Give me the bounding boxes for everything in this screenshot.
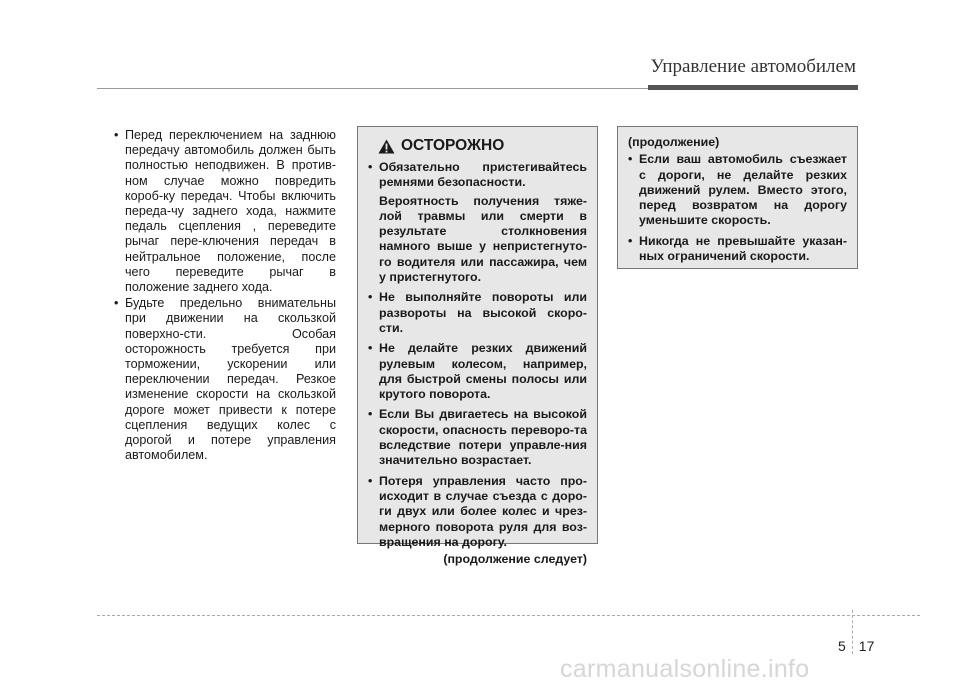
warning-heading — [378, 137, 587, 155]
warning-bullet-1: • Обязательно пристегивайтесь ремнями безопасности. — [368, 160, 587, 191]
warning-triangle-icon — [378, 139, 395, 154]
page-number-separator — [852, 610, 853, 654]
section-number: 5 — [838, 638, 846, 654]
left-column — [114, 128, 336, 464]
warning-bullet-5: • Потеря управления часто про-исходит в случае съезда с доро-ги двух или более колес и чрез-мерного поворота руля для воз-вращения на дорогу. — [368, 474, 587, 550]
warning-continued-note: (продолжение следует) — [443, 552, 587, 567]
header-accent-bar — [648, 85, 858, 90]
warning-bullet-2: • Не выполняйте повороты или развороты на высокой скоро-сти. — [368, 290, 587, 336]
left-bullet-1: • Перед переключением на заднюю передачу автомобиль должен быть полностью неподвижен. В против-ном случае можно повредить короб-ку передач. Чтобы включить переда-чу заднего хода, нажмите педаль сцепления , переведите рычаг пере-ключения передач в нейтральное положение, после чего переведите рычаг в положение заднего хода. — [114, 128, 336, 295]
watermark-text: carmanualsonline.info — [560, 655, 810, 683]
continuation-heading: (продолжение) — [628, 135, 720, 149]
page-number — [838, 624, 874, 668]
continuation-bullet-2: • Никогда не превышайте указан-ных ограничений скорости. — [628, 234, 847, 265]
chapter-title: Управление автомобилем — [650, 56, 856, 77]
continuation-text — [628, 135, 847, 264]
warning-text — [368, 160, 587, 567]
warning-bullet-4: • Если Вы двигаетесь на высокой скорости, опасность переворо-та вследствие потери управле-ния значительно возрастает. — [368, 407, 587, 468]
continuation-bullet-1: • Если ваш автомобиль съезжает с дороги, не делайте резких движений рулем. Вместо этого, перед возвратом на дорогу уменьшите скорость. — [628, 152, 847, 228]
continuation-box — [617, 126, 858, 269]
warning-box — [357, 126, 598, 567]
warning-title: ОСТОРОЖНО — [401, 137, 505, 154]
page-number-value: 17 — [858, 638, 875, 654]
left-bullet-2: • Будьте предельно внимательны при движении на скользкой поверхно-сти. Особая осторожность требуется при торможении, ускорении или переключении передач. Резкое изменение скорости на скользкой дороге может привести к потере сцепления ведущих колес с дорогой и потере управления автомобилем. — [114, 296, 336, 463]
warning-bullet-1-detail: Вероятность получения тяже-лой травмы или смерти в результате столкновения намного выше у непристегнуто-го водителя или пассажира, чем у пристегнутого. — [379, 193, 587, 285]
footer-rule — [97, 615, 920, 616]
warning-bullet-3: • Не делайте резких движений рулевым колесом, например, для быстрой смены полосы или крутого поворота. — [368, 341, 587, 402]
